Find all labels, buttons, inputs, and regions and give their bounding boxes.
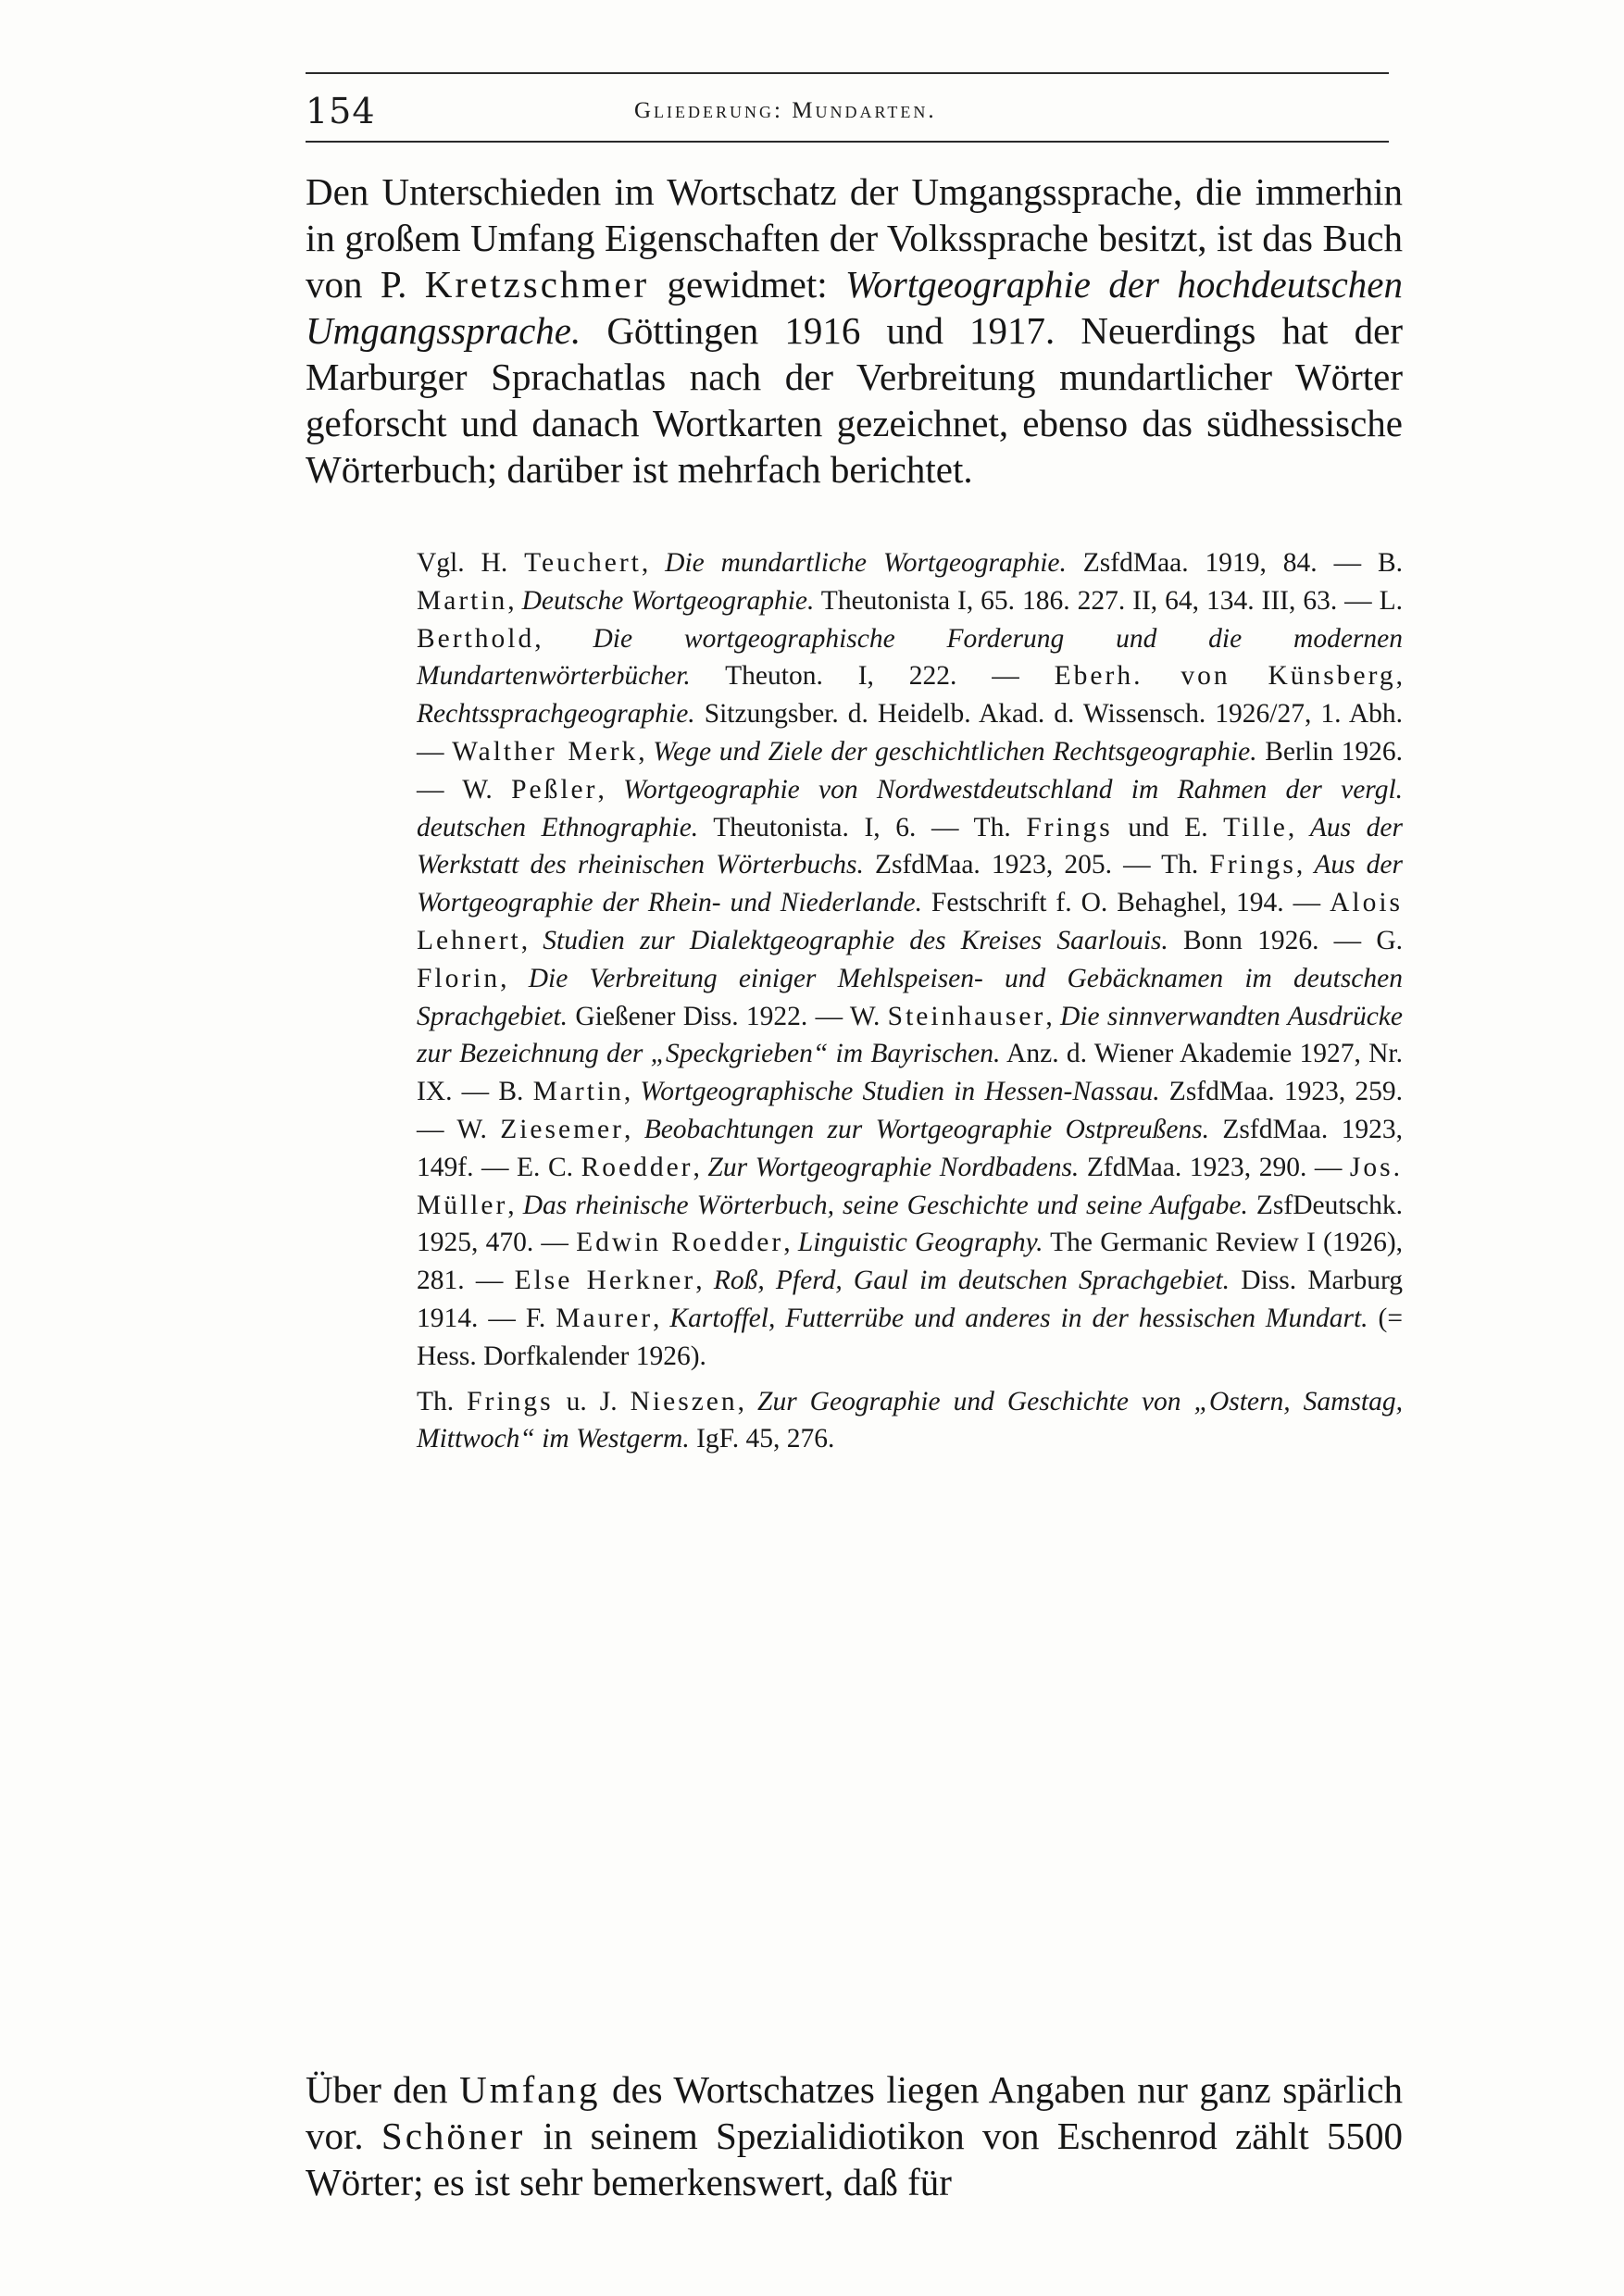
reference-text: , [695,1266,714,1296]
bibliography [417,544,1403,1458]
reference-text: , [534,623,593,654]
reference-title: Studien zur Dialektgeographie des Kreises Saarlouis. [543,925,1168,955]
reference-title: Linguistic Geography. [797,1228,1043,1258]
reference-title: Wortgeographie von Nordwestdeutschland im Rahmen der vergl. deutschen Ethnographie. [417,774,1404,842]
reference-author: Edwin Roedder [576,1228,784,1258]
author-name: Kretzschmer [424,263,650,306]
reference-text: Festschrift f. O. Behaghel, 194. — [921,888,1330,918]
reference-title: Zur Geographie und Geschichte von „Ostern, Samstag, Mittwoch“ im Westgerm. [417,1386,1404,1454]
reference-text: , [1045,1001,1060,1031]
reference-text: u. J. [553,1386,631,1416]
reference-author: Frings [467,1386,554,1416]
top-rule [306,72,1389,74]
reference-text: (= Hess. Dorfkalender 1926). [417,1303,1403,1371]
reference-text: ZsfDeutschk. 1925, 470. — [417,1190,1403,1258]
paragraph-text: Den Unterschieden im Wortschatz der Umgangssprache, die immerhin in großem Umfang Eigenschaften der Volkssprache besitzt, ist das Buch von P. Kretzschmer gewidmet: Wortgeographie der hochdeutschen Umgangssprache. Göttingen 1916 und 1917. Neuerdings hat der Marburger Sprachatlas nach der Verbreitung mundartlicher Wörter geforscht und danach Wortkarten gezeichnet, ebenso das südhessische Wörterbuch; darüber ist mehrfach berichtet. [306,170,1403,491]
book-title: Wortgeographie der hochdeutschen Umgangssprache. [306,263,1403,352]
paragraph-umgangssprache [306,168,1403,493]
reference-author: Walther Merk [452,736,639,767]
reference-author: Else Herkner [514,1266,696,1296]
reference-text: , [638,736,654,767]
reference-author: Frings [1209,850,1296,880]
reference-text: Sitzungsber. d. Heidelb. Akad. d. Wissensch. 1926/27, 1. Abh. — [417,699,1403,767]
reference-author: Berthold [417,623,535,654]
reference-text: ZfdMaa. 1923, 290. — [1079,1152,1350,1182]
reference-title: Kartoffel, Futterrübe und anderes in der hessischen Mundart. [669,1303,1368,1333]
reference-title: Wege und Ziele der geschichtlichen Rechtsgeographie. [653,736,1257,767]
reference-author: Jos. Müller [417,1152,1403,1220]
reference-author: Eberh. von Künsberg [1054,661,1396,692]
reference-author: Ziesemer [500,1114,624,1144]
reference-title: Die sinnverwandten Ausdrücke zur Bezeichnung der „Speckgrieben“ im Bayrischen. [417,1001,1403,1069]
reference-text: Berlin 1926. — W. [417,736,1403,805]
reference-text: Bonn 1926. — G. [1168,925,1403,955]
reference-title: Die mundartliche Wortgeographie. [665,548,1067,578]
reference-text: und E. [1112,812,1224,842]
reference-text: , [623,1114,644,1144]
reference-text: , [783,1228,798,1258]
reference-text: Theutonista I, 65. 186. 227. II, 64, 134. III, 63. — L. [814,585,1403,616]
reference-title: Aus der Wortgeographie der Rhein- und Niederlande. [417,850,1403,918]
reference-text: , [507,585,522,616]
paragraph-umfang [306,2066,1403,2205]
running-head: Gliederung: Mundarten. [634,98,937,123]
reference-text: , [737,1386,758,1416]
reference-text: ZsfdMaa. 1919, 84. — B. [1066,548,1404,578]
reference-text: The Germanic Review I (1926), 281. — [417,1228,1404,1296]
reference-title: Die wortgeographische Forderung und die modernen Mundartenwörterbücher. [417,623,1404,692]
page-number: 154 [306,91,376,131]
reference-text: , [1295,850,1315,880]
reference-title: Aus der Werkstatt des rheinischen Wörterbuchs. [417,812,1403,880]
reference-author: Nieszen [630,1386,738,1416]
reference-author: Florin [417,963,501,993]
reference-title: Roß, Pferd, Gaul im deutschen Sprachgebiet. [713,1266,1230,1296]
reference-text: Diss. Marburg 1914. — F. [417,1266,1404,1333]
reference-author: Maurer [556,1303,654,1333]
reference-text: Theutonista. I, 6. — Th. [698,812,1027,842]
bibliography-block [417,544,1403,1376]
reference-title: Deutsche Wortgeographie. [521,585,815,616]
reference-text: , [653,1303,670,1333]
header-rule [306,141,1389,143]
reference-text: , [641,548,666,578]
reference-text: , [693,1152,708,1182]
reference-text: , [520,925,543,955]
reference-author: Tille [1223,812,1288,842]
reference-text: Theuton. I, 222. — [690,661,1055,692]
reference-text: ZsfdMaa. 1923, 149f. — E. C. [417,1114,1403,1182]
reference-author: Peßler [511,774,598,805]
reference-text: Anz. d. Wiener Akademie 1927, Nr. IX. — B. [417,1039,1403,1107]
bibliography-block [417,1383,1403,1459]
reference-author: Martin [532,1077,624,1107]
reference-title: Rechtssprachgeographie. [417,699,695,730]
reference-text: , [623,1077,641,1107]
reference-author: Alois Lehnert [417,888,1403,955]
reference-text: Vgl. H. [417,548,525,578]
reference-title: Das rheinische Wörterbuch, seine Geschichte und seine Aufgabe. [522,1190,1248,1220]
reference-text: Gießener Diss. 1922. — W. [568,1001,888,1031]
reference-title: Beobachtungen zur Wortgeographie Ostpreußens. [643,1114,1210,1144]
reference-author: Roedder [581,1152,693,1182]
paragraph-text: Über den Umfang des Wortschatzes liegen Angaben nur ganz spärlich vor. Schöner in seinem Spezialidiotikon von Eschenrod zählt 5500 Wörter; es ist sehr bemerkenswert, daß für [306,2068,1403,2203]
reference-text: , [1395,661,1403,692]
reference-text: IgF. 45, 276. [689,1424,835,1454]
reference-text: Th. [417,1386,468,1416]
reference-title: Wortgeographische Studien in Hessen-Nassau. [640,1077,1160,1107]
reference-author: Frings [1026,812,1113,842]
reference-title: Zur Wortgeographie Nordbadens. [707,1152,1080,1182]
reference-author: Martin [417,585,508,616]
reference-text: , [507,1190,523,1220]
reference-text: , [1287,812,1310,842]
reference-text: ZsfdMaa. 1923, 205. — Th. [863,850,1210,880]
reference-text: , [597,774,624,805]
reference-author: Teuchert [524,548,642,578]
emphasized-term: Umfang [459,2068,601,2111]
author-name: Schöner [381,2115,526,2157]
reference-author: Steinhauser [887,1001,1046,1031]
reference-text: ZsfdMaa. 1923, 259. — W. [417,1077,1403,1144]
reference-text: , [500,963,529,993]
page-header [306,91,1389,137]
reference-title: Die Verbreitung einiger Mehlspeisen- und Gebäcknamen im deutschen Sprachgebiet. [417,963,1403,1031]
